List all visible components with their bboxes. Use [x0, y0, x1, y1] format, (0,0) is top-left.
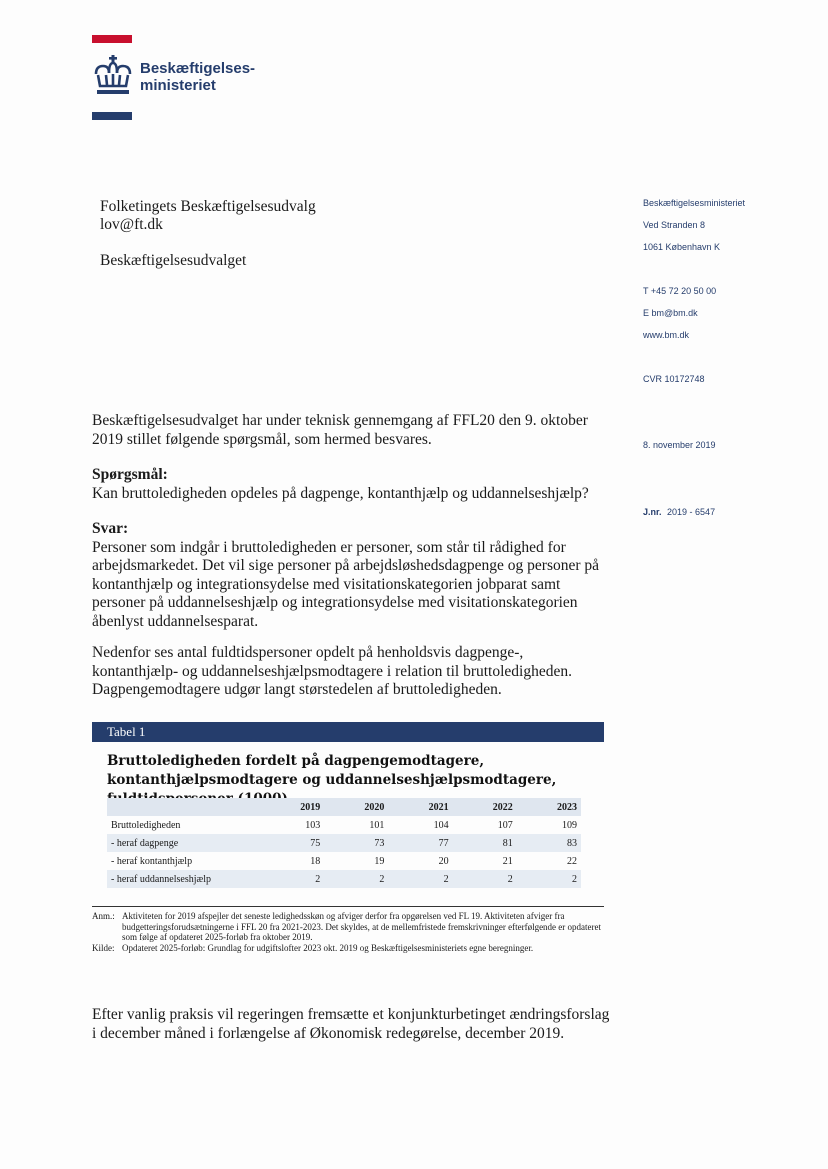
journal-label: J.nr. — [643, 507, 662, 517]
logo-blue-bar — [92, 112, 132, 120]
logo-wordmark — [140, 60, 255, 94]
column-header: 2020 — [324, 798, 388, 816]
table-cell: 21 — [502, 855, 513, 867]
table-cell: 103 — [305, 819, 321, 831]
table-cell: 18 — [310, 855, 321, 867]
recipient-committee: Beskæftigelsesudvalget — [100, 252, 247, 269]
letter-date: 8. november 2019 — [643, 440, 716, 450]
table-title: Bruttoledigheden fordelt på dagpengemodtagere, kontanthjælpsmodtagere og uddannelseshjælpsmodtagere, — [107, 753, 557, 788]
column-header: 2023 — [517, 798, 581, 816]
question-text: Kan bruttoledigheden opdeles på dagpenge, kontanthjælp og uddannelseshjælp? — [92, 484, 589, 502]
table-label: Tabel 1 — [107, 724, 146, 739]
sender-cvr: CVR 10172748 — [643, 374, 705, 384]
table-row — [107, 870, 581, 888]
crown-icon — [92, 54, 134, 100]
source-label: Kilde: — [92, 942, 115, 953]
sender-web: www.bm.dk — [643, 330, 690, 340]
table-row — [107, 816, 581, 834]
table-row — [107, 834, 581, 852]
table-cell: 20 — [438, 855, 449, 867]
logo-line-1: Beskæftigelses- — [140, 60, 256, 77]
sender-city: 1061 København K — [643, 242, 721, 252]
journal-value: 2019 - 6547 — [667, 507, 716, 517]
table-cell: 107 — [497, 819, 513, 831]
journal-number — [643, 507, 715, 517]
table-cell: 73 — [324, 834, 388, 852]
note-text: Aktiviteten for 2019 afspejler det seneste ledighedsskøn og afviger derfor fra opgørelsen ved FL 19. Aktiviteten afviger fra budgetteringsforudsætningerne i FFL 20 fra 2021-2023. Det skyldes, at de mellemfristede fremskrivninger efterfølgende er opdateret som følge af opdateret 2025-forløb fra oktober 2019. — [122, 911, 602, 942]
table-cell: 104 — [433, 819, 449, 831]
table-cell: 81 — [453, 834, 517, 852]
question-heading: Spørgsmål: — [92, 466, 168, 483]
closing-paragraph: Efter vanlig praksis vil regeringen fremsætte et konjunkturbetinget ændringsforslag i december måned i forlængelse af Økonomisk redegørelse, december 2019. — [92, 1006, 610, 1042]
table-cell: 2 — [324, 870, 388, 888]
note-label: Anm.: — [92, 911, 115, 921]
recipient-block — [100, 198, 316, 234]
table-cell: 2 — [517, 870, 581, 888]
intro-text: Beskæftigelsesudvalget har under teknisk gennemgang af FFL20 den 9. oktober 2019 stillet følgende spørgsmål, som hermed besvares. — [92, 412, 588, 448]
table-cell: 83 — [517, 834, 581, 852]
question-section — [92, 466, 604, 503]
paragraph-2 — [92, 644, 604, 700]
table-cell: 2 — [388, 870, 452, 888]
table-cell: 2 — [453, 870, 517, 888]
table-cell: - heraf kontanthjælp — [111, 855, 193, 867]
sender-email: E bm@bm.dk — [643, 308, 698, 318]
table-cell: 2 — [260, 870, 324, 888]
table-header-row — [107, 798, 581, 816]
source-text: Opdateret 2025-forløb: Grundlag for udgiftslofter 2023 okt. 2019 og Beskæftigelsesministeriets egne beregninger. — [122, 942, 534, 953]
logo-red-bar — [92, 35, 132, 43]
table-cell: Bruttoledigheden — [111, 819, 181, 831]
table-cell: - heraf uddannelseshjælp — [107, 870, 260, 888]
sender-street: Ved Stranden 8 — [643, 220, 706, 230]
table-cell: - heraf dagpenge — [107, 834, 260, 852]
column-header — [107, 798, 260, 816]
recipient-email: lov@ft.dk — [100, 216, 163, 233]
table-bottom-rule — [92, 906, 604, 907]
column-header: 2021 — [388, 798, 452, 816]
table-cell: 109 — [562, 819, 577, 831]
table-cell: 22 — [567, 855, 577, 867]
table-row — [107, 852, 581, 870]
table-cell: 75 — [260, 834, 324, 852]
table-notes — [92, 911, 604, 953]
column-header: 2022 — [453, 798, 517, 816]
answer-text: Personer som indgår i bruttoledigheden er personer, som står til rådighed for arbejdsmarkedet. Det vil sige personer på arbejdsløshedsdagpenge og personer på kontanthjælp og integrationsydelse med visitationskategorien jobparat samt personer på uddannelseshjælp og integrationsydelse med visitationskategorien åbenlyst uddannelsesparat. — [92, 538, 600, 630]
note-row — [92, 911, 604, 943]
table-cell: 77 — [388, 834, 452, 852]
data-table — [107, 798, 581, 888]
paragraph-2-text: Nedenfor ses antal fuldtidspersoner opdelt på henholdsvis dagpenge-, kontanthjælp- og uddannelseshjælpsmodtagere i relation til bruttoledigheden. Dagpengemodtagere udgør langt størstedelen af bruttoledigheden. — [92, 644, 572, 698]
table-label-bar — [92, 722, 604, 742]
answer-section — [92, 520, 604, 631]
column-header: 2019 — [260, 798, 324, 816]
table-cell: 101 — [369, 819, 385, 831]
table-cell: 19 — [374, 855, 385, 867]
intro-paragraph — [92, 412, 604, 449]
source-row — [92, 943, 604, 954]
answer-heading: Svar: — [92, 520, 129, 537]
logo-line-2: ministeriet — [140, 77, 216, 94]
recipient-name: Folketingets Beskæftigelsesudvalg — [100, 198, 316, 215]
sender-name: Beskæftigelsesministeriet — [643, 198, 746, 208]
sender-phone: T +45 72 20 50 00 — [643, 286, 717, 296]
